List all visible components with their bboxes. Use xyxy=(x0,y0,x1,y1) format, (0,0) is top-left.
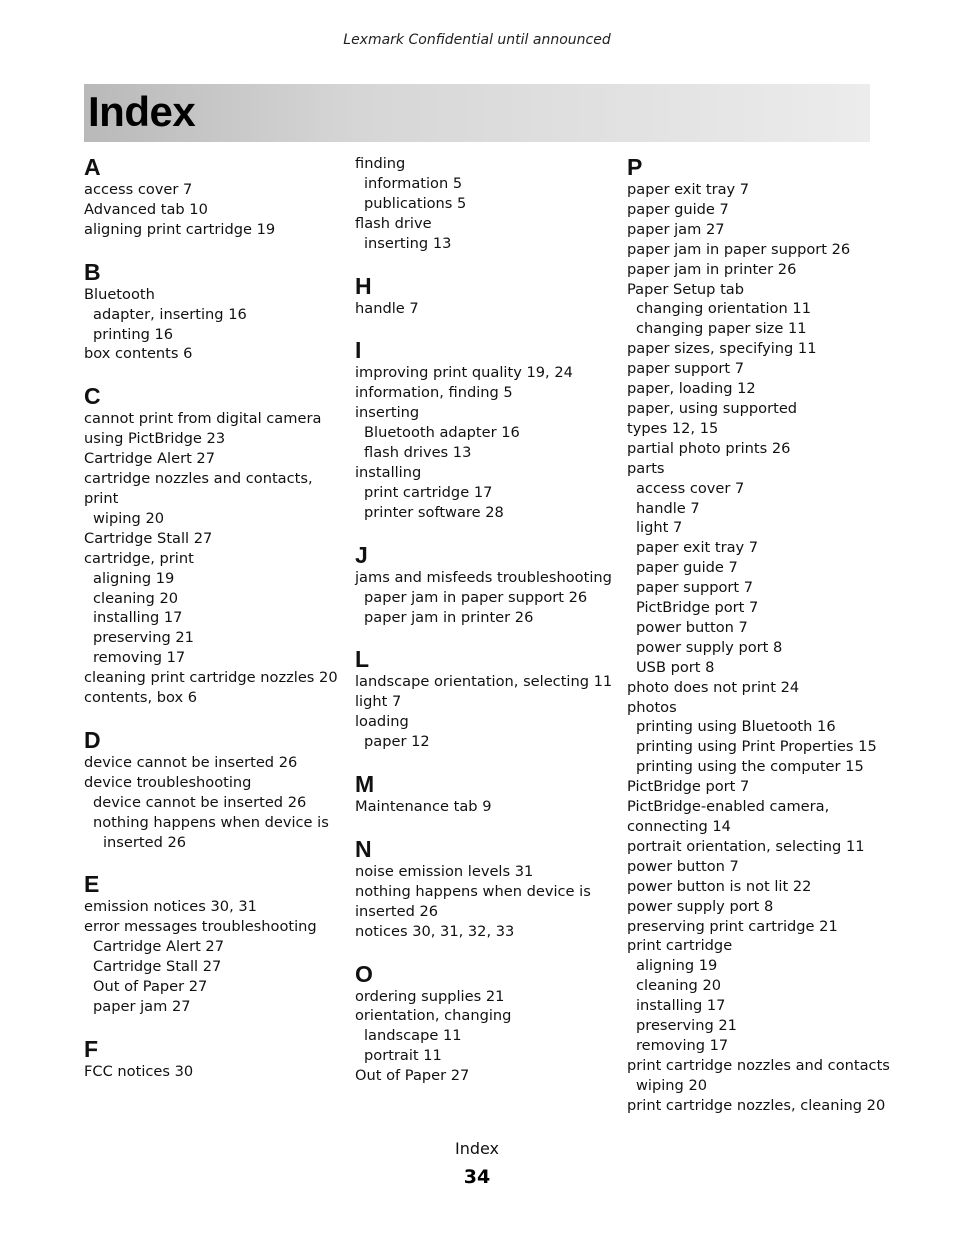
footer-section-label: Index xyxy=(454,1139,500,1158)
section-letter: I xyxy=(355,337,362,364)
index-entry: power button is not lit 22 xyxy=(627,877,812,895)
index-subentry: wiping 20 xyxy=(93,509,165,527)
index-section xyxy=(355,961,615,1087)
index-section xyxy=(84,154,344,240)
index-entry: handle 7 xyxy=(355,299,419,317)
index-subentry: Bluetooth adapter 16 xyxy=(364,424,520,442)
index-subentry: power button 7 xyxy=(636,618,748,636)
index-entry: improving print quality 19, 24 xyxy=(355,364,573,382)
index-entry: notices 30, 31, 32, 33 xyxy=(355,922,515,940)
index-entry: device cannot be inserted 26 xyxy=(84,753,298,771)
index-entry: print cartridge nozzles, cleaning 20 xyxy=(627,1096,886,1114)
index-subentry: printer software 28 xyxy=(364,503,504,521)
index-subentry: wiping 20 xyxy=(636,1076,708,1094)
index-subentry: device cannot be inserted 26 xyxy=(93,793,307,811)
index-subentry: inserting 13 xyxy=(364,234,452,252)
index-subentry: light 7 xyxy=(636,519,683,537)
index-entry: emission notices 30, 31 xyxy=(84,898,257,916)
index-subentry: preserving 21 xyxy=(636,1017,737,1035)
index-entry: installing xyxy=(355,463,422,481)
index-entry: access cover 7 xyxy=(84,181,193,198)
section-letter: N xyxy=(355,835,372,862)
index-subentry: paper guide 7 xyxy=(636,559,738,577)
index-entry: jams and misfeeds troubleshooting xyxy=(355,568,612,586)
section-letter: B xyxy=(84,258,101,285)
index-section xyxy=(355,646,615,752)
section-letter: J xyxy=(355,541,368,568)
index-entry: partial photo prints 26 xyxy=(627,439,791,457)
index-subentry: paper exit tray 7 xyxy=(636,539,759,557)
index-entry: paper support 7 xyxy=(627,360,745,378)
index-entry: print cartridge xyxy=(627,937,733,955)
index-entry: FCC notices 30 xyxy=(84,1062,194,1080)
index-subentry: nothing happens when device is xyxy=(93,813,329,831)
index-section xyxy=(355,154,615,254)
index-subentry: access cover 7 xyxy=(636,479,745,497)
index-section xyxy=(355,542,615,628)
index-entry: orientation, changing xyxy=(355,1007,512,1025)
index-entry: paper jam 27 xyxy=(627,220,725,238)
index-subentry: paper jam 27 xyxy=(93,998,191,1015)
index-entry: cartridge nozzles and contacts, xyxy=(84,470,313,488)
index-subentry: Out of Paper 27 xyxy=(93,978,208,996)
index-entry: photos xyxy=(627,698,677,716)
index-section xyxy=(84,259,344,365)
index-subentry: portrait 11 xyxy=(364,1047,442,1065)
index-subentry: preserving 21 xyxy=(93,629,194,647)
index-subentry: USB port 8 xyxy=(636,658,715,676)
index-entry: Cartridge Alert 27 xyxy=(84,450,216,468)
index-entry: types 12, 15 xyxy=(627,419,719,437)
index-entry: paper, using supported xyxy=(627,399,798,417)
index-subentry: handle 7 xyxy=(636,499,700,517)
index-entry: preserving print cartridge 21 xyxy=(627,917,838,935)
index-entry: paper jam in paper support 26 xyxy=(627,240,851,258)
index-subentry: printing using the computer 15 xyxy=(636,758,864,776)
index-section xyxy=(355,836,615,942)
index-subentry: print cartridge 17 xyxy=(364,483,493,501)
index-subentry: paper 12 xyxy=(364,733,430,751)
index-subentry: PictBridge port 7 xyxy=(636,599,759,617)
index-entry: flash drive xyxy=(355,214,432,232)
index-subentry: cleaning 20 xyxy=(93,589,179,607)
index-entry: aligning print cartridge 19 xyxy=(84,220,276,238)
index-subentry: changing paper size 11 xyxy=(636,320,807,338)
index-section xyxy=(84,383,344,708)
index-entry: error messages troubleshooting xyxy=(84,918,317,936)
index-entry: box contents 6 xyxy=(84,345,193,363)
index-entry: power button 7 xyxy=(627,857,739,875)
index-entry: noise emission levels 31 xyxy=(355,862,534,880)
index-entry: nothing happens when device is xyxy=(355,882,591,900)
index-entry: photo does not print 24 xyxy=(627,678,800,696)
section-letter: P xyxy=(627,154,643,180)
index-section xyxy=(355,337,615,522)
index-entry: Paper Setup tab xyxy=(627,280,745,298)
index-column-2 xyxy=(355,154,615,1086)
index-subentry: cleaning 20 xyxy=(636,977,722,995)
index-subentry: printing 16 xyxy=(93,325,174,343)
index-subentry: adapter, inserting 16 xyxy=(93,305,247,323)
index-subentry: paper jam in printer 26 xyxy=(364,608,534,626)
index-entry: device troubleshooting xyxy=(84,773,252,791)
index-column-3 xyxy=(627,154,890,1116)
index-column-1 xyxy=(84,154,344,1082)
section-letter: C xyxy=(84,383,101,410)
index-entry: portrait orientation, selecting 11 xyxy=(627,837,865,855)
index-entry: landscape orientation, selecting 11 xyxy=(355,673,613,691)
index-entry: print xyxy=(84,489,119,507)
index-section xyxy=(355,273,615,319)
index-entry: inserting xyxy=(355,404,420,422)
index-entry: loading xyxy=(355,713,409,731)
index-entry: inserted 26 xyxy=(355,902,439,920)
index-entry: Advanced tab 10 xyxy=(84,200,208,218)
index-subentry: Cartridge Stall 27 xyxy=(93,958,222,976)
section-letter: A xyxy=(84,154,101,180)
index-entry: PictBridge-enabled camera, xyxy=(627,798,830,816)
section-letter: D xyxy=(84,726,101,753)
index-subentry: Cartridge Alert 27 xyxy=(93,938,225,956)
index-entry: Bluetooth xyxy=(84,285,155,303)
index-entry: paper guide 7 xyxy=(627,200,729,218)
index-section xyxy=(355,771,615,817)
index-entry: Out of Paper 27 xyxy=(355,1067,470,1085)
index-entry: paper, loading 12 xyxy=(627,380,756,398)
index-subentry: aligning 19 xyxy=(93,569,175,587)
confidential-note: Lexmark Confidential until announced xyxy=(343,32,611,48)
index-subentry: inserted 26 xyxy=(103,833,187,851)
index-subentry: flash drives 13 xyxy=(364,444,472,462)
section-letter: L xyxy=(355,646,370,673)
index-subentry: installing 17 xyxy=(93,609,183,627)
index-subentry: paper jam in paper support 26 xyxy=(364,588,588,606)
index-subentry: information 5 xyxy=(364,174,463,192)
index-subentry: installing 17 xyxy=(636,997,726,1015)
index-entry: paper jam in printer 26 xyxy=(627,260,797,278)
index-subentry: publications 5 xyxy=(364,194,467,212)
index-entry: paper exit tray 7 xyxy=(627,181,750,198)
index-subentry: printing using Print Properties 15 xyxy=(636,738,877,756)
index-entry: information, finding 5 xyxy=(355,384,513,402)
index-entry: print cartridge nozzles and contacts xyxy=(627,1056,890,1074)
index-entry: cartridge, print xyxy=(84,549,194,567)
index-subentry: aligning 19 xyxy=(636,957,718,975)
index-subentry: landscape 11 xyxy=(364,1027,462,1045)
page-title: Index xyxy=(88,88,196,135)
index-entry: paper sizes, specifying 11 xyxy=(627,340,817,358)
index-subentry: changing orientation 11 xyxy=(636,300,811,318)
index-entry: contents, box 6 xyxy=(84,689,198,707)
title-bar xyxy=(84,84,870,142)
index-entry: ordering supplies 21 xyxy=(355,987,505,1005)
index-entry: Cartridge Stall 27 xyxy=(84,529,213,547)
section-letter: H xyxy=(355,272,372,299)
index-entry: finding xyxy=(355,155,406,172)
index-entry: light 7 xyxy=(355,693,402,711)
index-entry: parts xyxy=(627,459,665,477)
index-subentry: removing 17 xyxy=(93,649,186,667)
index-entry: power supply port 8 xyxy=(627,897,774,915)
index-entry: connecting 14 xyxy=(627,818,731,835)
index-entry: Maintenance tab 9 xyxy=(355,798,492,816)
index-subentry: removing 17 xyxy=(636,1036,729,1054)
index-subentry: printing using Bluetooth 16 xyxy=(636,718,836,736)
page-number: 34 xyxy=(463,1166,491,1188)
index-section xyxy=(627,154,890,1116)
index-section xyxy=(84,871,344,1016)
section-letter: F xyxy=(84,1035,99,1062)
index-entry: using PictBridge 23 xyxy=(84,430,226,448)
index-section xyxy=(84,727,344,853)
index-entry: cannot print from digital camera xyxy=(84,410,322,428)
index-section xyxy=(84,1036,344,1082)
section-letter: E xyxy=(84,871,100,898)
section-letter: O xyxy=(355,960,373,987)
index-subentry: paper support 7 xyxy=(636,579,754,597)
index-entry: PictBridge port 7 xyxy=(627,778,750,796)
index-entry: cleaning print cartridge nozzles 20 xyxy=(84,669,338,687)
section-letter: M xyxy=(355,771,375,798)
index-subentry: power supply port 8 xyxy=(636,638,783,656)
